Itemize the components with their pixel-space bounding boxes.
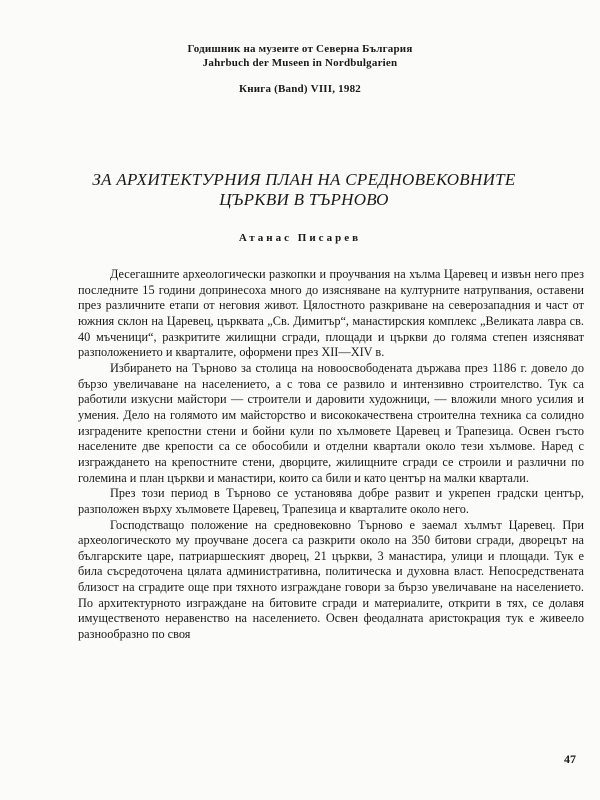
author-name: Атанас Писарев	[238, 232, 362, 244]
page-number: 47	[564, 752, 576, 766]
volume-info: Книга (Band) VIII, 1982	[239, 83, 361, 95]
article-title	[40, 170, 568, 210]
article-title-line-1: ЗА АРХИТЕКТУРНИЯ ПЛАН НА СРЕДНОВЕКОВНИТЕ	[92, 170, 516, 189]
journal-header	[0, 42, 600, 96]
journal-title-de: Jahrbuch der Museen in Nordbulgarien	[202, 57, 398, 69]
paragraph: Избирането на Търново за столица на новоосвободената държава през 1186 г. довело до бързо увеличаване на населението, а с това се развило и интензивно строителство. Тук са работили изкусни майстори — строители и даровити художници, — вложили много усилия и умения. Дело на голямото им майсторство и висококачествена строителна техника са солидно изградените крепостни стени и бойни кули по хълмовете Царевец и Трапезица. Освен гъсто населените две крепости са се обособили и отделни квартали около тези хълмове. Наред с изграждането на крепостните стени, дворците, жилищните сгради се строили и различни по големина и план църкви и манастири, които са били и като център на малки квартали.	[78, 360, 584, 485]
paragraph: През този период в Търново се установява добре развит и укрепен градски център, разположен върху хълмовете Царевец, Трапезица и кварталите около него.	[78, 486, 584, 516]
article-body	[78, 267, 584, 643]
paragraph: Десегашните археологически разкопки и проучвания на хълма Царевец и извън него през последните 15 години допринесоха много до изясняване на културните натрупвания, оставени през различните етапи от неговия живот. Цялостното разкриване на северозападния и част от южния склон на Царевец, църквата „Св. Димитър“, манастирския комплекс „Великата лавра св. 40 мъченици“, разкритите жилищни сгради, площади и църкви до голяма степен изясняват разположението и кварталите, оформени през XII—XIV в.	[78, 267, 584, 360]
article-title-line-2: ЦЪРКВИ В ТЪРНОВО	[219, 190, 389, 209]
paragraph: Господстващо положение на средновековно Търново е заемал хълмът Царевец. При археологическото му проучване досега са разкрити около на 350 битови сгради, дворецът на българските царе, патриаршеският дворец, 21 църкви, 3 манастира, улици и площади. Тук е била съсредоточена цялата административна, политическа и духовна власт. Непосредствената близост на сградите още при тяхното изграждане говори за бързо увеличаване на населението. По архитектурното изграждане на битовите сгради и материалите, открити в тях, се долавя имущественото неравенство на населението. Освен феодалната аристокрация тук е живеело разнообразно по своя	[78, 517, 584, 642]
journal-title-bg: Годишник на музеите от Северна България	[187, 43, 413, 55]
